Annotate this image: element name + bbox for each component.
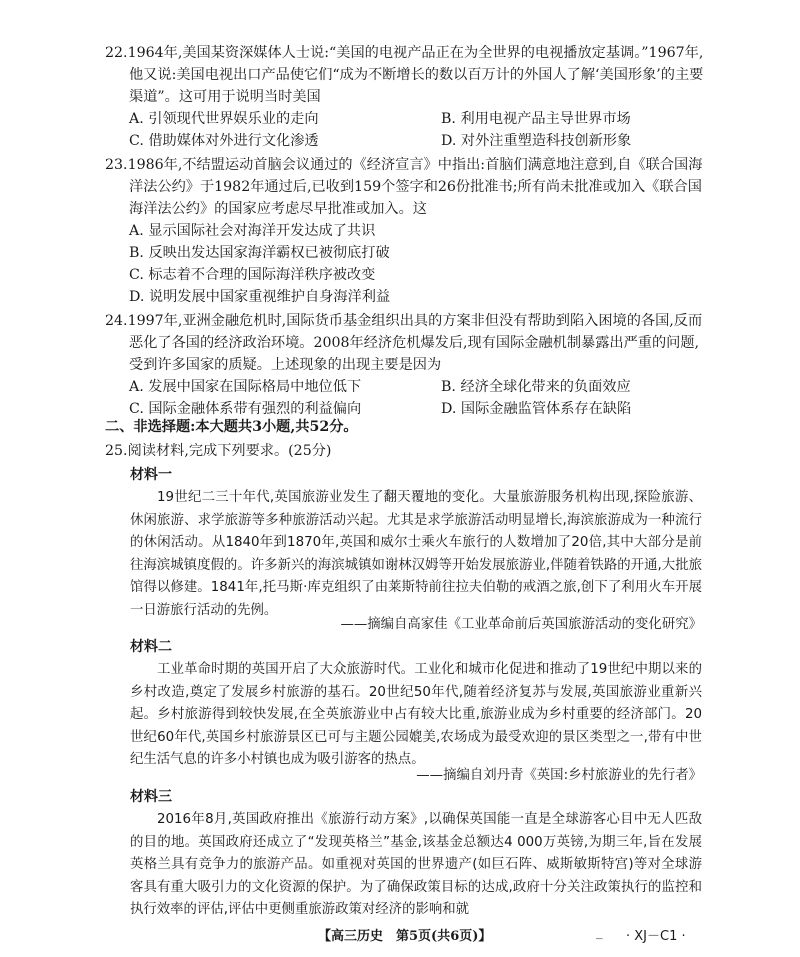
footer-dash: _ xyxy=(596,925,603,940)
option-d: D. 对外注重塑造科技创新形象 xyxy=(441,133,632,149)
material-1-body: 19世纪二三十年代,英国旅游业发生了翻天覆地的变化。大量旅游服务机构出现,探险旅游、休闲旅游、求学旅游等多种旅游活动兴起。尤其是求学旅游活动明显增长,海滨旅游成为一种流行的休闲活动。从1840年到1870年,英国和威尔士乘火车旅行的人数增加了20倍,其中大部分是前往海滨城镇度假的。许多新兴的海滨城镇如谢林汉姆等开始发展旅游业,伴随着铁路的开通,大批旅馆得以修建。1841年,托马斯·库克组织了由莱斯特前往拉夫伯勒的戒酒之旅,创下了利用火车开展一日游旅行活动的先例。 xyxy=(130,490,702,618)
question-24 xyxy=(105,310,710,420)
footer-code: · XJ－C1 · xyxy=(626,929,686,944)
material-2-title: 材料二 xyxy=(130,639,172,655)
option-a: A. 引领现代世界娱乐业的走向 xyxy=(129,111,319,127)
option-b: B. 经济全球化带来的负面效应 xyxy=(441,379,631,395)
footer-page-info: 【高三历史 第5页(共6页)】 xyxy=(318,929,492,944)
option-c: C. 标志着不合理的国际海洋秩序被改变 xyxy=(129,267,376,283)
option-b: B. 利用电视产品主导世界市场 xyxy=(441,111,631,127)
question-23-stem: 23.1986年,不结盟运动首脑会议通过的《经济宣言》中指出:首脑们满意地注意到,自《联合国海洋法公约》于1982年通过后,已收到159个签字和26份批准书;所有尚未批准或加入《联合国海洋法公约》的国家应考虑尽早批准或加入。这 xyxy=(105,157,703,217)
question-23 xyxy=(105,154,710,308)
option-a: A. 发展中国家在国际格局中地位低下 xyxy=(129,379,362,395)
option-c: C. 借助媒体对外进行文化渗透 xyxy=(129,133,319,149)
material-1-title: 材料一 xyxy=(130,467,172,483)
material-2-source: ——摘编自刘丹青《英国:乡村旅游业的先行者》 xyxy=(416,768,702,783)
material-1-source: ——摘编自高家佳《工业革命前后英国旅游活动的变化研究》 xyxy=(340,617,702,632)
question-24-stem: 24.1997年,亚洲金融危机时,国际货币基金组织出具的方案非但没有帮助到陷入困境的各国,反而恶化了各国的经济政治环境。2008年经济危机爆发后,现有国际金融机制暴露出严重的问题,受到许多国家的质疑。上述现象的出现主要是因为 xyxy=(105,313,703,373)
question-24-options xyxy=(105,376,710,420)
option-d: D. 说明发展中国家重视维护自身海洋利益 xyxy=(129,289,391,305)
section-heading: 二、非选择题:本大题共3小题,共52分。 xyxy=(105,419,358,435)
question-23-options xyxy=(105,220,710,308)
material-3-title: 材料三 xyxy=(130,789,172,805)
material-2-body: 工业革命时期的英国开启了大众旅游时代。工业化和城市化促进和推动了19世纪中期以来的乡村改造,奠定了发展乡村旅游的基石。20世纪50年代,随着经济复苏与发展,英国旅游业重新兴起。乡村旅游得到较快发展,在全英旅游业中占有较大比重,旅游业成为乡村重要的经济部门。20世纪60年代,英国乡村旅游景区已可与主题公园媲美,农场成为最受欢迎的景区类型之一,带有中世纪生活气息的许多小村镇也成为吸引游客的热点。 xyxy=(130,662,702,767)
option-d: D. 国际金融监管体系存在缺陷 xyxy=(441,401,632,417)
question-22-options xyxy=(105,108,710,152)
material-3-body: 2016年8月,英国政府推出《旅游行动方案》,以确保英国能一直是全球游客心目中无人匹敌的目的地。英国政府还成立了“发现英格兰”基金,该基金总额达4 000万英镑,为期三年,旨在发展英格兰具有竞争力的旅游产品。如重视对英国的世界遗产(如巨石阵、威斯敏斯特宫)等对全球游客具有重大吸引力的文化资源的保护。为了确保政策目标的达成,政府十分关注政策执行的监控和执行效率的评估,评估中更侧重旅游政策对经济的影响和就 xyxy=(130,812,702,917)
question-22 xyxy=(105,42,710,152)
question-25-text: 25.阅读材料,完成下列要求。(25分) xyxy=(105,443,332,459)
question-22-stem: 22.1964年,美国某资深媒体人士说:“美国的电视产品正在为全世界的电视播放定基调。”1967年,他又说:美国电视出口产品使它们“成为不断增长的数以百万计的外国人了解‘美国形象’的主要渠道”。这可用于说明当时美国 xyxy=(105,45,704,105)
option-b: B. 反映出发达国家海洋霸权已被彻底打破 xyxy=(129,245,390,261)
option-c: C. 国际金融体系带有强烈的利益偏向 xyxy=(129,401,362,417)
question-25-stem xyxy=(105,440,710,462)
option-a: A. 显示国际社会对海洋开发达成了共识 xyxy=(129,223,376,239)
